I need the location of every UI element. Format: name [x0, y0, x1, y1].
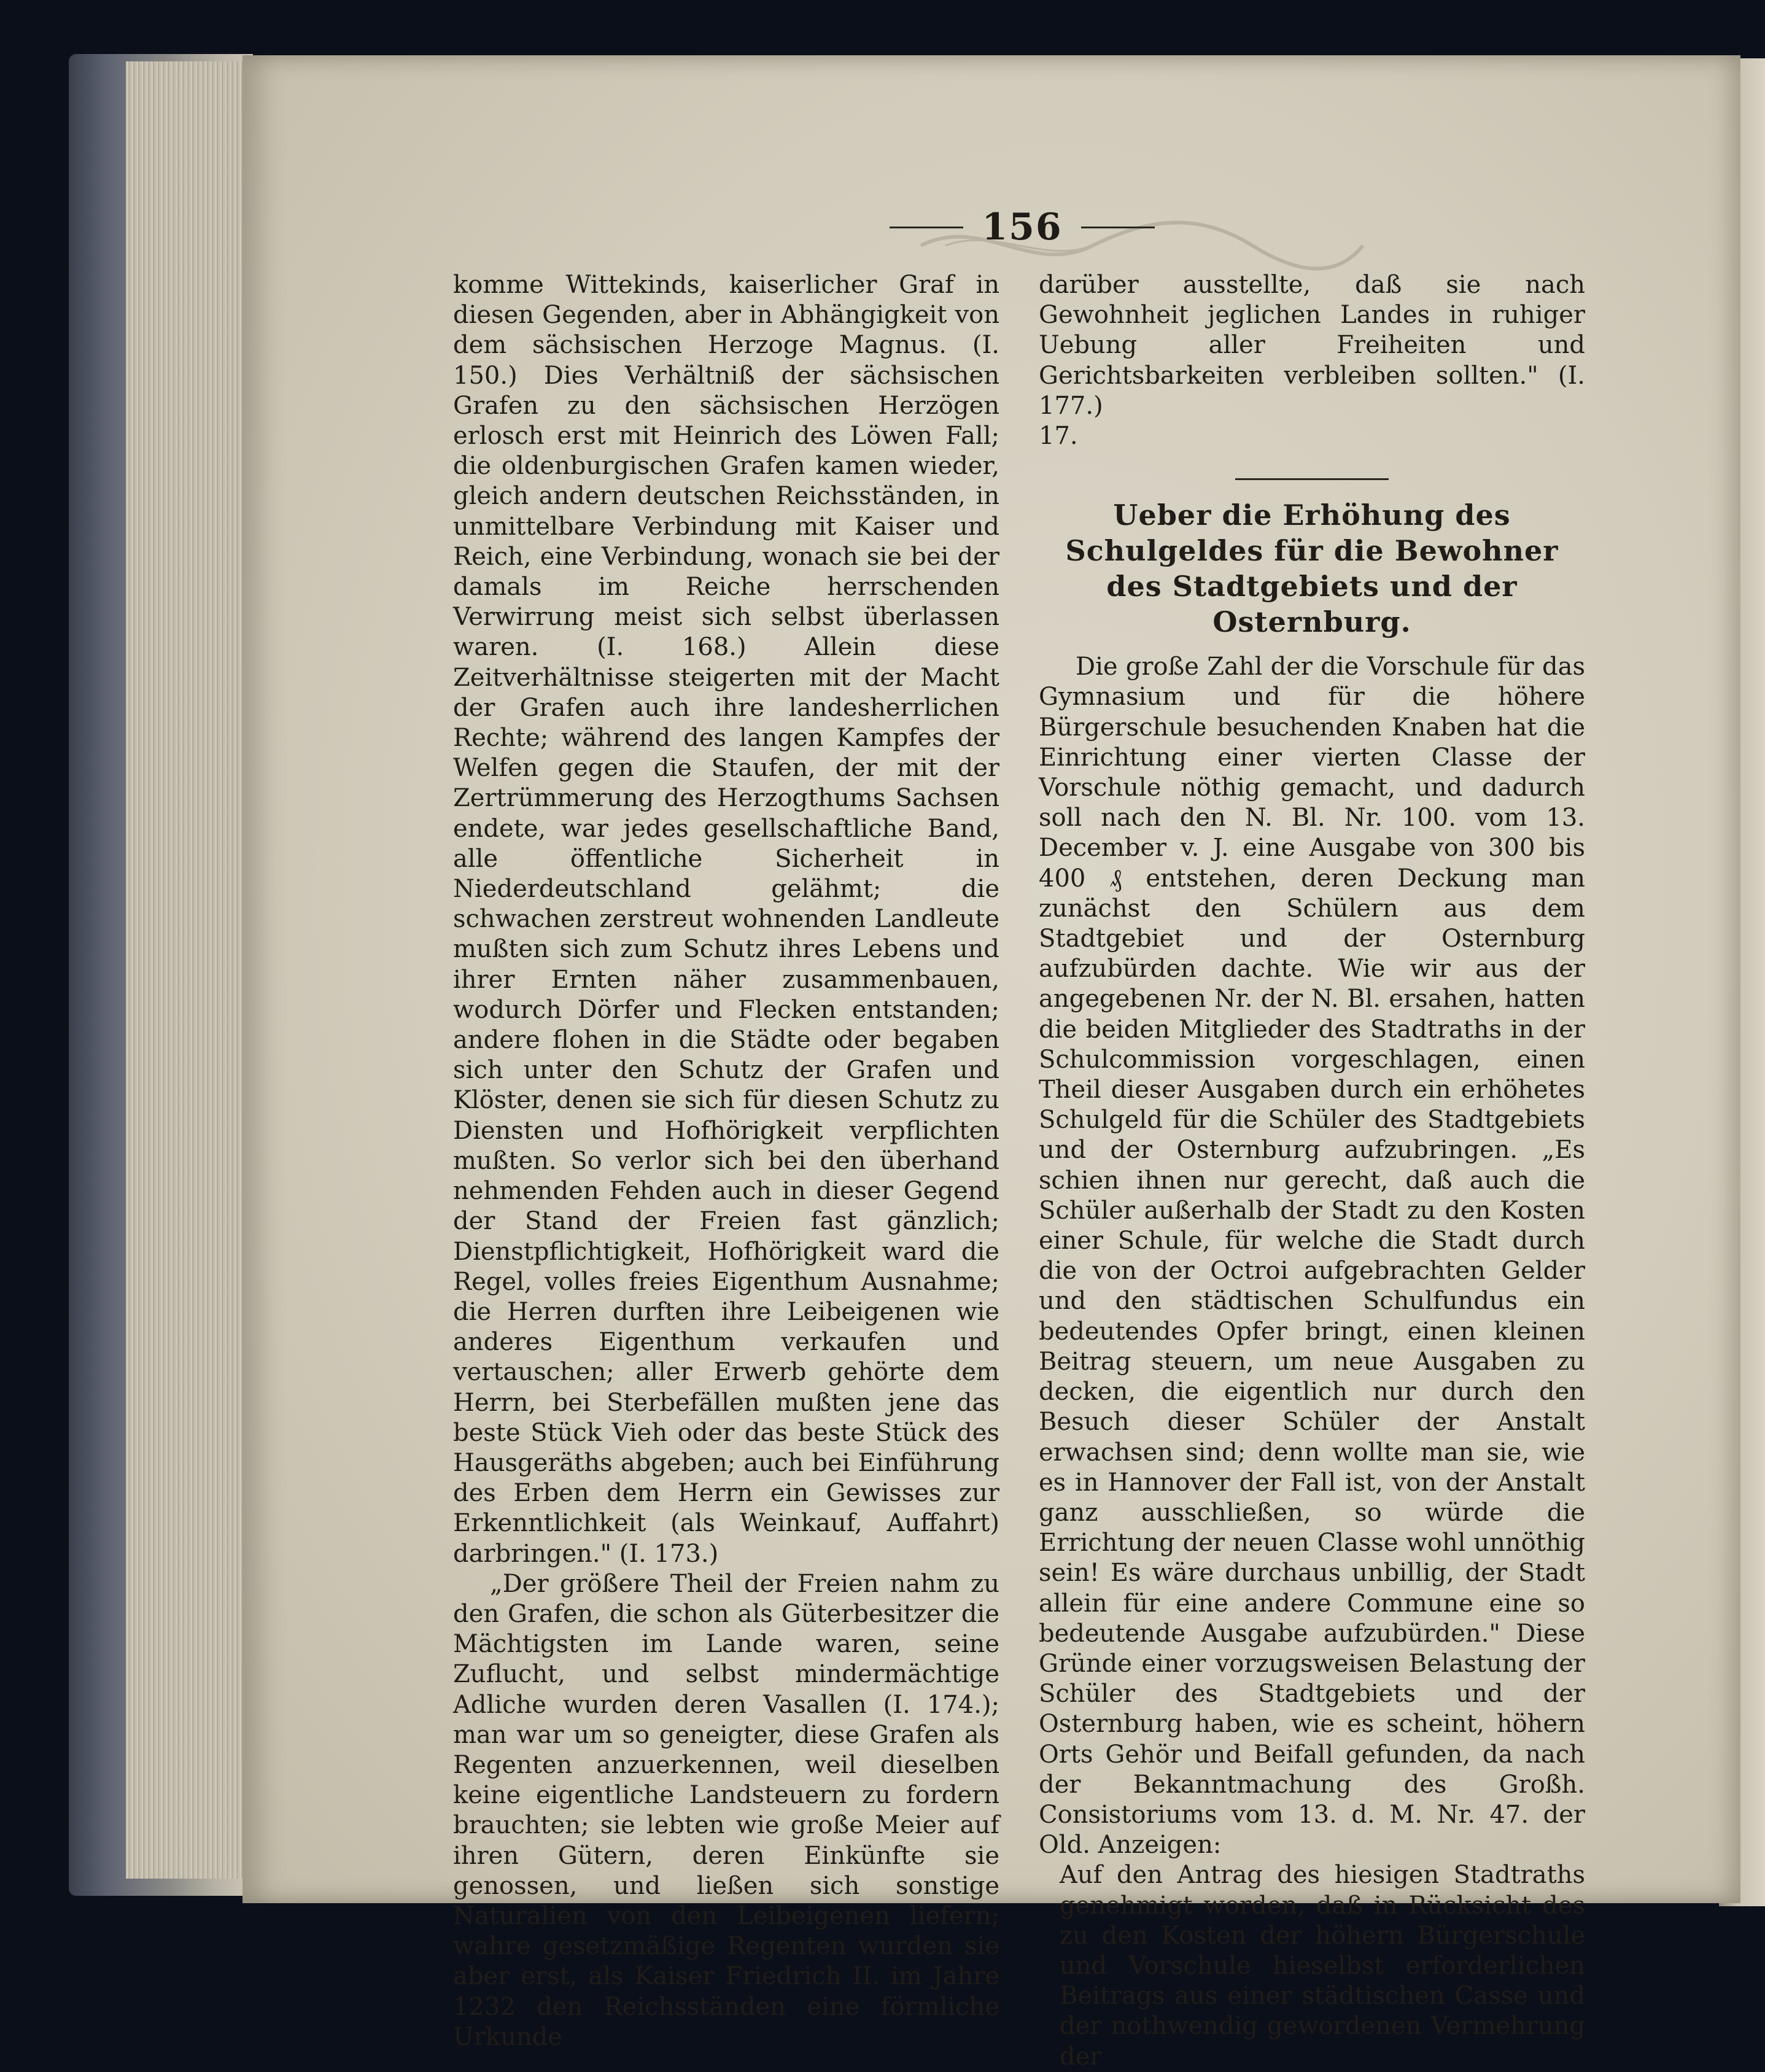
paragraph: „Der größere Theil der Freien nahm zu den Grafen, die schon als Güterbesitzer die Mächtigsten im Lande waren, seine Zuflucht, und selbst mindermächtige Adliche wurden deren Vasallen (I. 174.); man war um so geneigter, diese Grafen als Regenten anzuerkennen, weil dieselben keine eigentliche Landsteuern zu fordern brauchten; sie lebten wie große Meier auf ihren Gütern, deren Einkünfte sie genossen, und ließen sich sonstige Naturalien von den Leibeigenen liefern; wahre gesetzmäßige Regenten wurden sie aber erst, als Kaiser Friedrich II. im Jahre 1232 den Reichsständen eine förmliche Urkunde — [453, 1569, 999, 2051]
quoted-paragraph: Auf den Antrag des hiesigen Stadtraths genehmigt worden, daß in Rücksicht des zu den Kosten der höhern Bürgerschule und Vorschule hieselbst erforderlichen Beitrags aus einer städtischen Casse und der nothwendig gewordenen Vermehrung der — [1060, 1861, 1585, 2071]
header-rule-left — [890, 227, 963, 228]
page-stack-edge — [126, 61, 255, 1879]
page-number: 156 — [982, 206, 1063, 249]
left-text-column — [453, 270, 999, 2052]
right-text-column — [1039, 270, 1585, 2072]
article-number: 17. — [1039, 422, 1078, 451]
paragraph: komme Wittekinds, kaiserlicher Graf in diesen Gegenden, aber in Abhängigkeit von dem sächsischen Herzoge Magnus. (I. 150.) Dies Verhältniß der sächsischen Grafen zu den sächsischen Herzögen erlosch erst mit Heinrich des Löwen Fall; die oldenburgischen Grafen kamen wieder, gleich andern deutschen Reichsständen, in unmittelbare Verbindung mit Kaiser und Reich, eine Verbindung, wonach sie bei der damals im Reiche herrschenden Verwirrung meist sich selbst überlassen waren. (I. 168.) Allein diese Zeitverhältnisse steigerten mit der Macht der Grafen auch ihre landesherrlichen Rechte; während des langen Kampfes der Welfen gegen die Staufen, der mit der Zertrümmerung des Herzogthums Sachsen endete, war jedes gesellschaftliche Band, alle öffentliche Sicherheit in Niederdeutschland gelähmt; die schwachen zerstreut wohnenden Landleute mußten sich zum Schutz ihres Lebens und ihrer Ernten näher zusammenbauen, wodurch Dörfer und Flecken entstanden; andere flohen in die Städte oder begaben sich unter den Schutz der Grafen und Klöster, denen sie sich für diesen Schutz zu Diensten und Hofhörigkeit verpflichten mußten. So verlor sich bei den überhand nehmenden Fehden auch in dieser Gegend der Stand der Freien fast gänzlich; Dienstpflichtigkeit, Hofhörigkeit ward die Regel, volles freies Eigenthum Ausnahme; die Herren durften ihre Leibeigenen wie anderes Eigenthum verkaufen und vertauschen; aller Erwerb gehörte dem Herrn, bei Sterbefällen mußten jene das beste Stück Vieh oder das beste Stück des Hausgeräths abgeben; auch bei Einführung des Erben dem Herrn ein Gewisses zur Erkenntlichkeit (als Weinkauf, Auffahrt) darbringen." (I. 173.) — [453, 271, 999, 1568]
section-divider — [1235, 478, 1389, 480]
header-rule-right — [1081, 227, 1155, 228]
article-heading: Ueber die Erhöhung des Schulgeldes für die Bewohner des Stadtgebiets und der Osternburg. — [1065, 499, 1559, 639]
paragraph: Die große Zahl der die Vorschule für das Gymnasium und für die höhere Bürgerschule besuchenden Knaben hat die Einrichtung einer vierten Classe der Vorschule nöthig gemacht, und dadurch soll nach den N. Bl. Nr. 100. vom 13. December v. J. eine Ausgabe von 300 bis 400 ₰ entstehen, deren Deckung man zunächst den Schülern aus dem Stadtgebiet und der Osternburg aufzubürden dachte. Wie wir aus der angegebenen Nr. der N. Bl. ersahen, hatten die beiden Mitglieder des Stadtraths in der Schulcommission vorgeschlagen, einen Theil dieser Ausgaben durch ein erhöhetes Schulgeld für die Schüler des Stadtgebiets und der Osternburg aufzubringen. „Es schien ihnen nur gerecht, daß auch die Schüler außerhalb der Stadt zu den Kosten einer Schule, für welche die Stadt durch die von der Octroi aufgebrachten Gelder und den städtischen Schulfundus ein bedeutendes Opfer bringt, einen kleinen Beitrag steuern, um neue Ausgaben zu decken, die eigentlich nur durch den Besuch dieser Schüler der Anstalt erwachsen sind; denn wollte man sie, wie es in Hannover der Fall ist, von der Anstalt ganz ausschließen, so würde die Errichtung der neuen Classe wohl unnöthig sein! Es wäre durchaus unbillig, der Stadt allein für eine andere Commune eine so bedeutende Ausgabe aufzubürden." Diese Gründe einer vorzugsweisen Belastung der Schüler des Stadtgebiets und der Osternburg haben, wie es scheint, höhern Orts Gehör und Beifall gefunden, da nach der Bekanntmachung des Großh. Consistoriums vom 13. d. M. Nr. 47. der Old. Anzeigen: — [1039, 653, 1585, 1860]
paragraph: darüber ausstellte, daß sie nach Gewohnheit jeglichen Landes in ruhiger Uebung aller Freiheiten und Gerichtsbarkeiten verbleiben sollten." (I. 177.) — [1039, 271, 1585, 420]
page-header — [856, 203, 1188, 252]
